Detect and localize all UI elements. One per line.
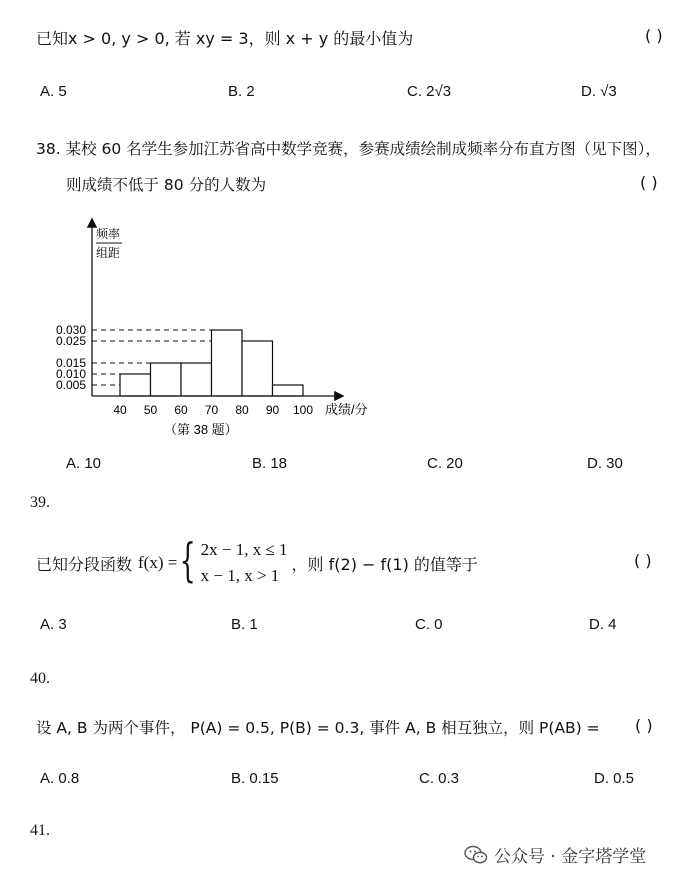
x-tick-label: 50 [143, 403, 158, 417]
q38-stem-line1: 38. 某校 60 名学生参加江苏省高中数学竞赛，参赛成绩绘制成频率分布直方图（见下图）， [36, 140, 661, 158]
q38-option-a: A. 10 [66, 455, 102, 472]
x-tick-label: 90 [265, 403, 280, 417]
histogram-bar-80-90 [242, 341, 273, 396]
chart-caption: （第 38 题） [164, 422, 238, 437]
q41-number: 41. [30, 822, 50, 839]
q40-stem: 设 A, B 为两个事件， P(A) = 0.5, P(B) = 0.3, 事件 A, B 相互独立，则 P(AB) = [36, 719, 600, 737]
q38-stem-line2: 则成绩不低于 80 分的人数为 [66, 176, 267, 194]
piecewise-brace: { [179, 533, 197, 587]
piecewise-case-2: x − 1, x > 1 [200, 566, 280, 585]
q39-answer-paren: ( ) [634, 551, 652, 570]
histogram-bar-90-100 [273, 385, 304, 396]
y-label-bottom: 组距 [96, 246, 121, 260]
y-label-top: 频率 [96, 227, 121, 241]
histogram-bar-50-60 [151, 363, 182, 396]
q39-stem-post: ，则 f(2) − f(1) 的值等于 [291, 554, 478, 574]
histogram-bar-70-80 [212, 330, 243, 396]
q40-option-d: D. 0.5 [594, 770, 635, 787]
q39-stem-pre: 已知分段函数 [36, 554, 133, 574]
q39-function-name: f(x) = [138, 553, 178, 572]
q37-option-a: A. 5 [40, 83, 67, 100]
q39-option-d: D. 4 [589, 616, 617, 633]
q37-option-d: D. √3 [581, 83, 617, 100]
q39-number: 39. [30, 494, 50, 511]
x-tick-label: 100 [292, 403, 314, 417]
q40-number: 40. [30, 670, 50, 687]
q38-answer-paren: ( ) [640, 173, 658, 192]
piecewise-case-1: 2x − 1, x ≤ 1 [200, 540, 288, 559]
piecewise-cases [201, 537, 288, 589]
x-tick-label: 60 [174, 403, 188, 417]
y-tick-label: 0.030 [55, 323, 86, 337]
y-tick-label: 0.005 [55, 378, 86, 392]
frequency-histogram [40, 210, 400, 445]
q40-option-c: C. 0.3 [419, 770, 460, 787]
x-tick-label: 80 [235, 403, 249, 417]
q40-option-b: B. 0.15 [231, 770, 279, 787]
y-tick-label: 0.010 [55, 367, 86, 381]
x-tick-label: 70 [204, 403, 219, 417]
q40-option-a: A. 0.8 [40, 770, 80, 787]
q38-option-c: C. 20 [427, 455, 463, 472]
watermark [464, 842, 646, 867]
histogram-bar-40-50 [120, 374, 151, 396]
q39-option-a: A. 3 [40, 616, 67, 633]
q38-option-b: B. 18 [252, 455, 288, 472]
watermark-text: 公众号 · 金字塔学堂 [494, 847, 647, 867]
x-tick-label: 40 [113, 403, 127, 417]
q39-stem [36, 533, 478, 593]
q37-answer-paren: ( ) [645, 26, 663, 45]
q37-option-c: C. 2√3 [407, 83, 452, 100]
wechat-icon [464, 845, 488, 865]
q39-option-b: B. 1 [231, 616, 258, 633]
histogram-bar-60-70 [181, 363, 212, 396]
y-tick-label: 0.025 [55, 334, 86, 348]
q37-stem: 已知x > 0, y > 0, 若 xy = 3，则 x + y 的最小值为 [36, 29, 414, 48]
y-tick-label: 0.015 [55, 356, 86, 370]
x-axis-label: 成绩/分 [325, 402, 368, 417]
q39-option-c: C. 0 [415, 616, 443, 633]
q40-answer-paren: ( ) [635, 716, 653, 735]
q37-option-b: B. 2 [228, 83, 255, 100]
q38-option-d: D. 30 [587, 455, 623, 472]
